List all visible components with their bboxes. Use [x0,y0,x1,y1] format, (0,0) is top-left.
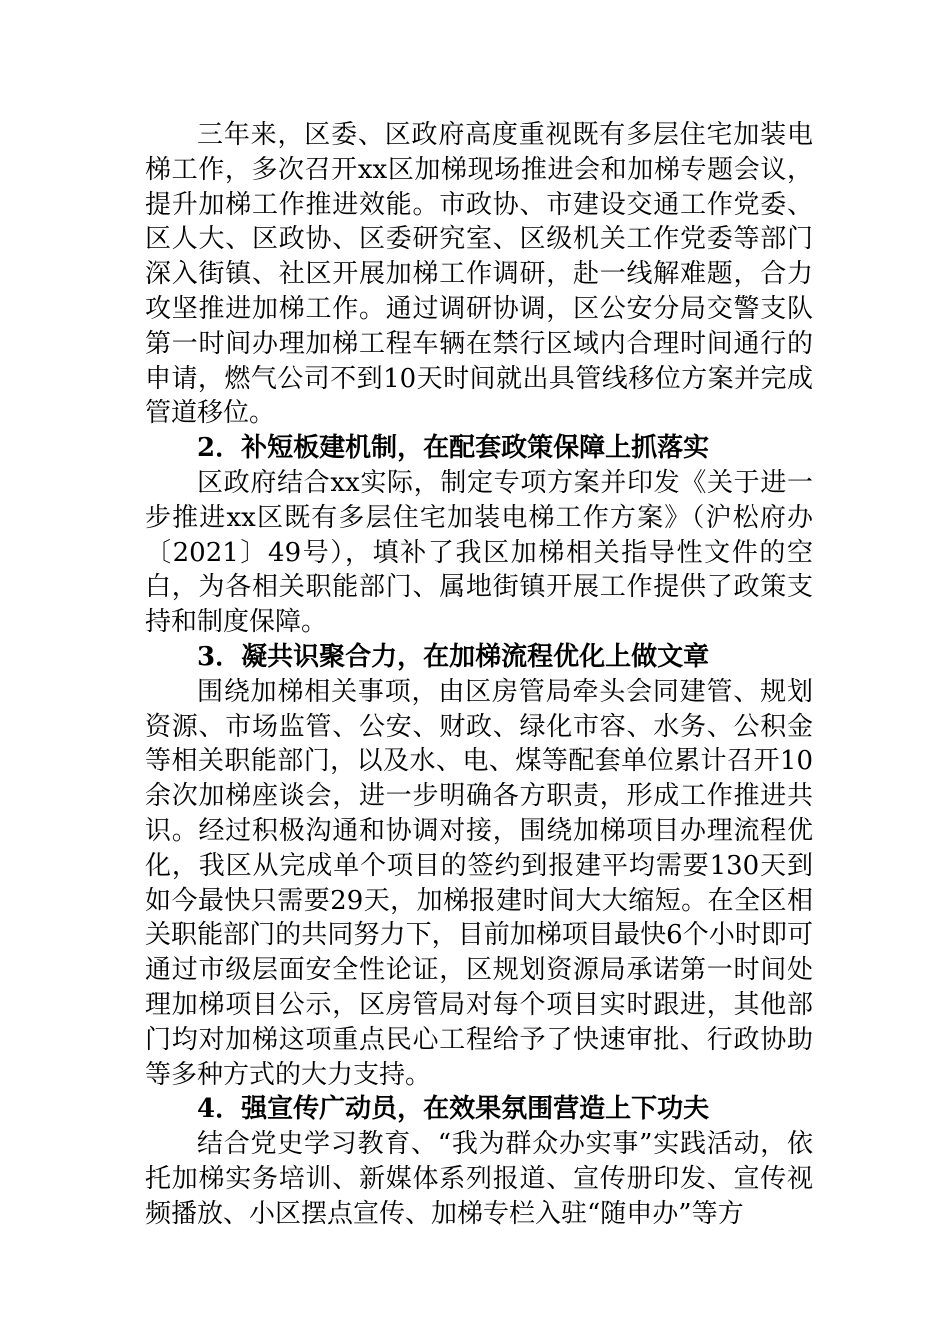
section-heading-2: 2．补短板建机制，在配套政策保障上抓落实 [197,433,710,464]
document-body [145,118,813,1232]
paragraph-leadership-attention: 三年来，区委、区政府高度重视既有多层住宅加装电梯工作，多次召开xx区加梯现场推进会和加梯专题会议，提升加梯工作推进效能。市政协、市建设交通工作党委、区人大、区政协、区委研究室、区级机关工作党委等部门深入街镇、社区开展加梯工作调研，赴一线解难题，合力攻坚推进加梯工作。通过调研协调，区公安分局交警支队第一时间办理加梯工程车辆在禁行区域内合理时间通行的申请，燃气公司不到10天时间就出具管线移位方案并完成管道移位。 [145,120,813,429]
paragraph-publicity: 结合党史学习教育、“我为群众办实事”实践活动，依托加梯实务培训、新媒体系列报道、宣传册印发、宣传视频播放、小区摆点宣传、加梯专栏入驻“随申办”等方 [145,1129,813,1229]
paragraph-policy-support: 区政府结合xx实际，制定专项方案并印发《关于进一步推进xx区既有多层住宅加装电梯工作方案》（沪松府办〔2021〕49号），填补了我区加梯相关指导性文件的空白，为各相关职能部门、属地街镇开展工作提供了政策支持和制度保障。 [145,467,813,638]
section-heading-3: 3．凝共识聚合力，在加梯流程优化上做文章 [197,641,710,672]
paragraph-process-optimization: 围绕加梯相关事项，由区房管局牵头会同建管、规划资源、市场监管、公安、财政、绿化市容、水务、公积金等相关职能部门，以及水、电、煤等配套单位累计召开10余次加梯座谈会，进一步明确各方职责，形成工作推进共识。经过积极沟通和协调对接，围绕加梯项目办理流程优化，我区从完成单个项目的签约到报建平均需要130天到如今最快只需要29天，加梯报建时间大大缩短。在全区相关职能部门的共同努力下，目前加梯项目最快6个小时即可通过市级层面安全性论证，区规划资源局承诺第一时间处理加梯项目公示，区房管局对每个项目实时跟进，其他部门均对加梯这项重点民心工程给予了快速审批、行政协助等多种方式的大力支持。 [145,676,813,1090]
section-heading-4: 4．强宣传广动员，在效果氛围营造上下功夫 [197,1094,710,1125]
